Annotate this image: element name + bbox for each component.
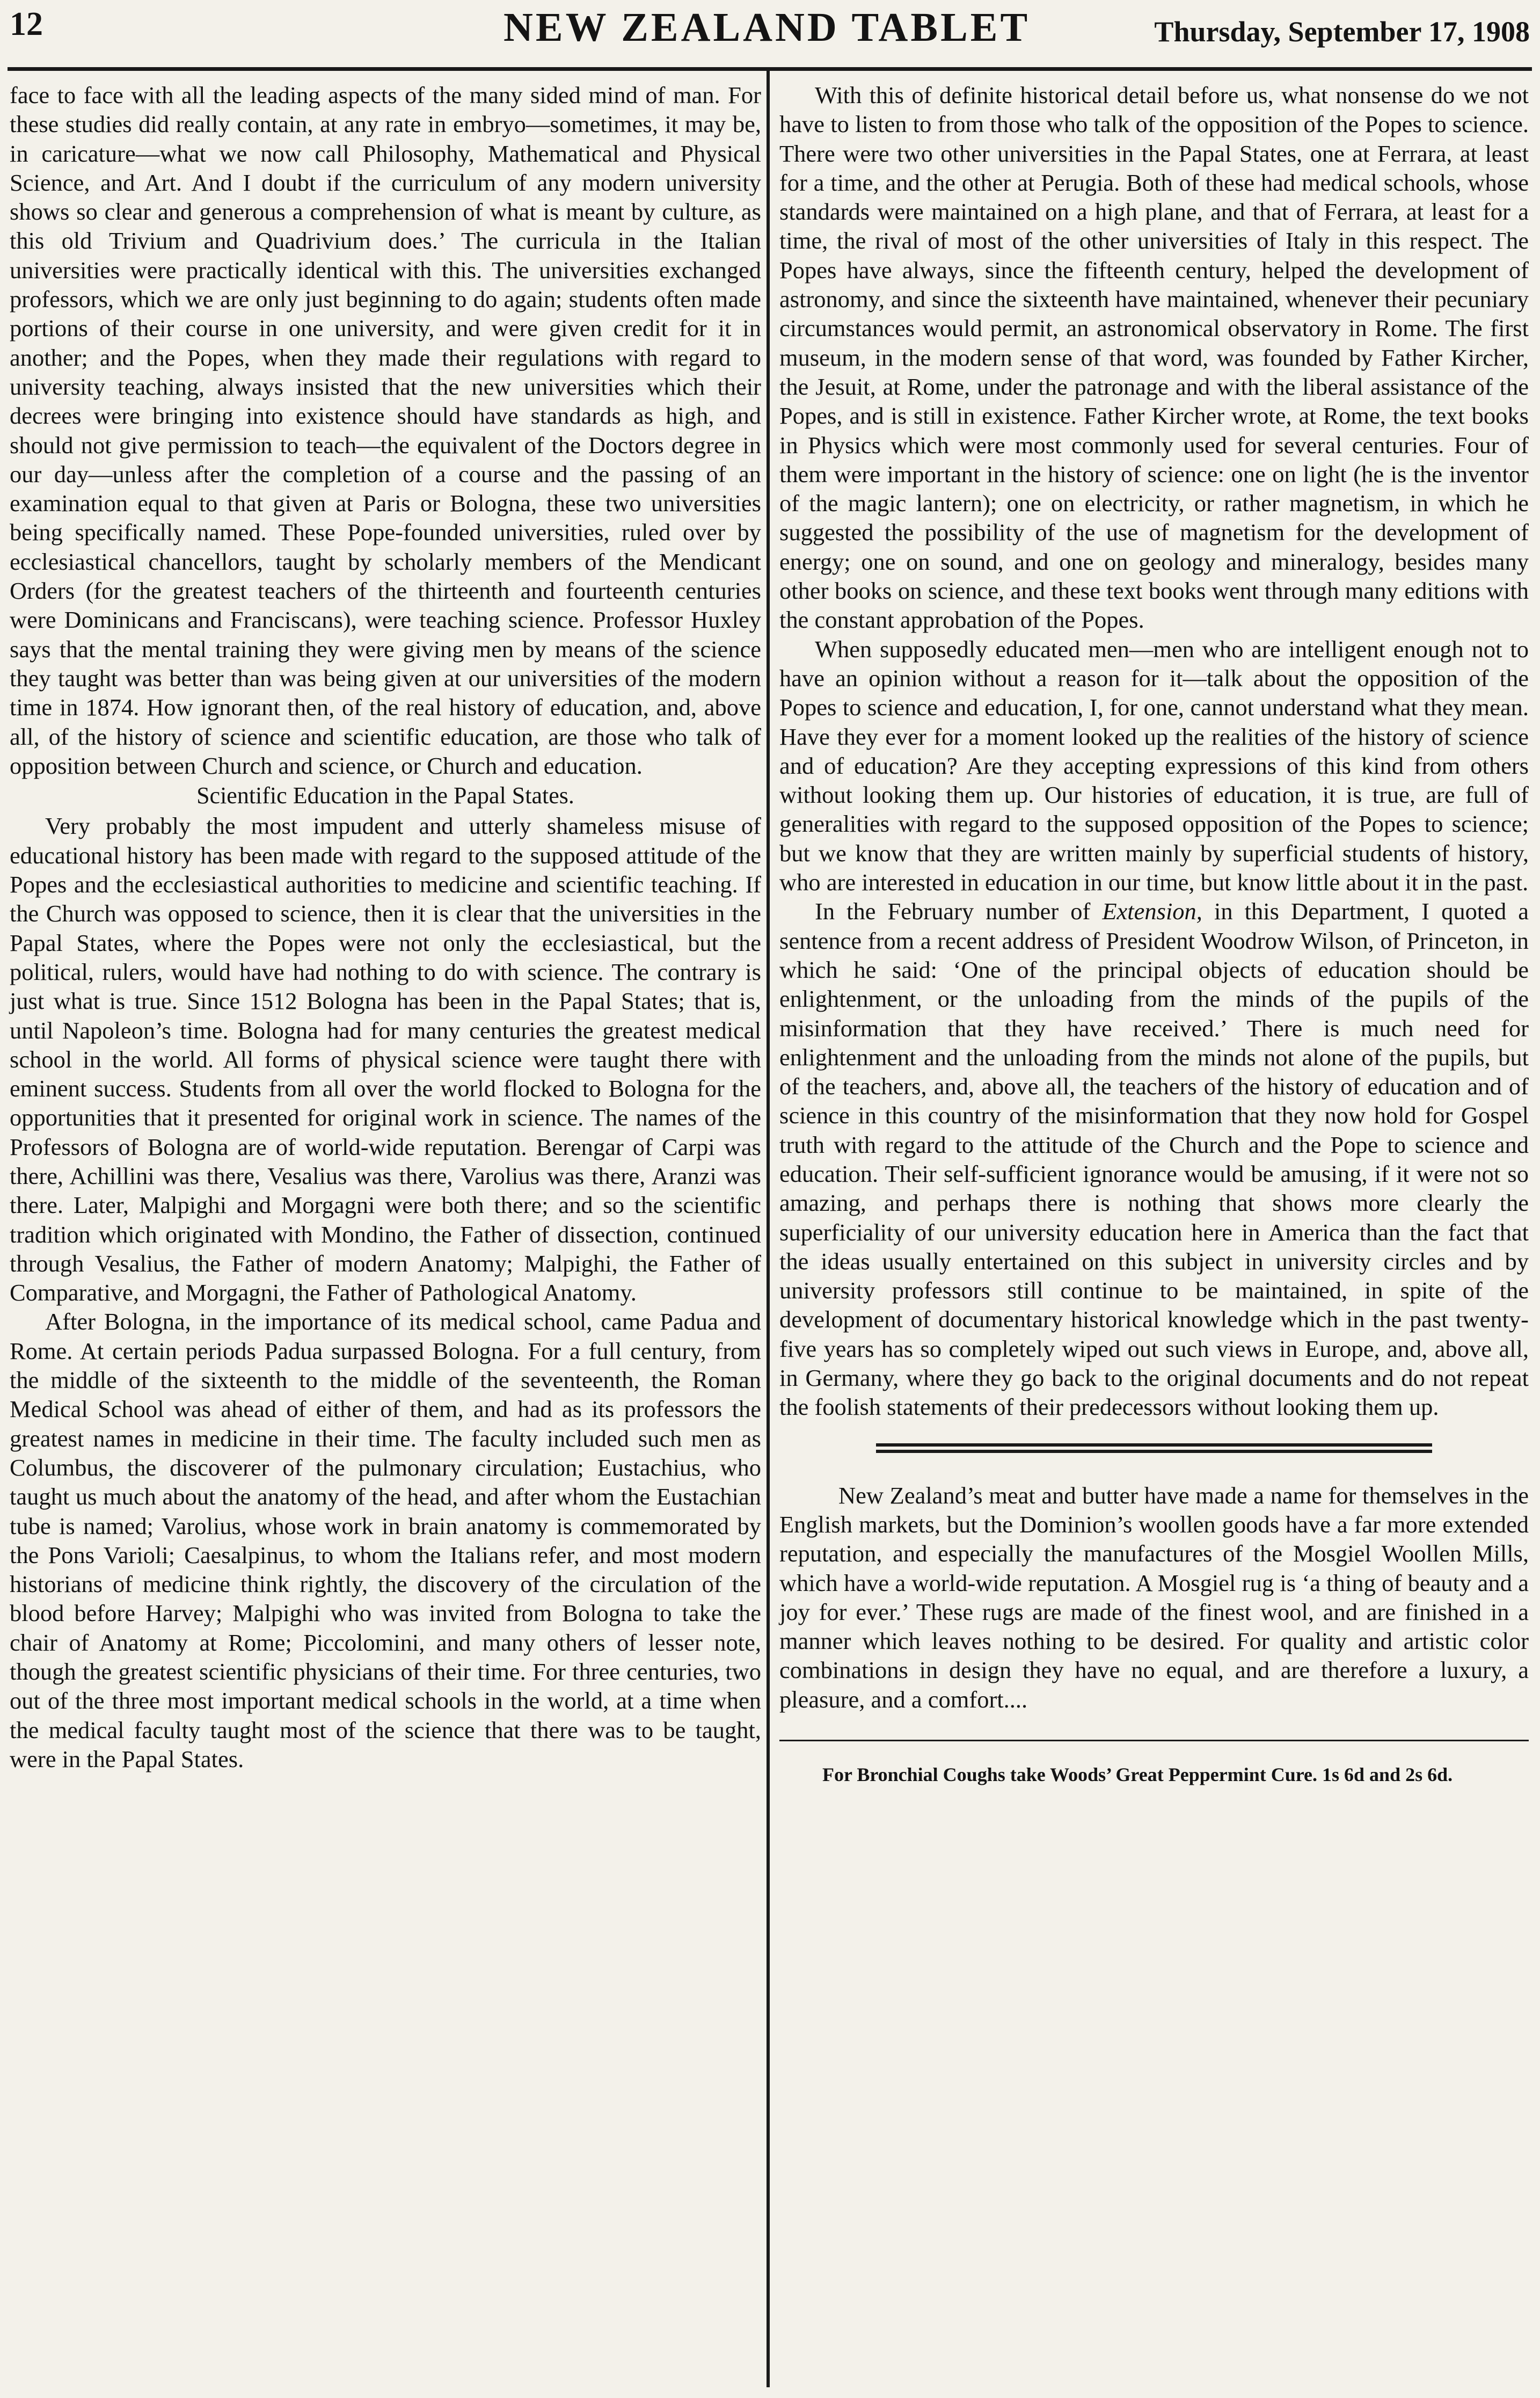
paragraph-text: in this Department, I quoted a sentence from a recent address of President Woodrow Wilson, of Princeton, in which he said: ‘One of the principal objects of education should be enlightenment, or the unloading from the minds of the pupils of the misinformation that they have received.’ There is much need for enlightenment and the unloading from the minds not alone of the pupils, but of the teachers, and, above all, the teachers of the history of education and of science in this country of the misinformation that they now hold for Gospel truth with regard to the attitude of the Church and the Pope to science and education. Their self-sufficient ignorance would be amusing, if it were not so amazing, and perhaps there is nothing that shows more clearly the superficiality of our university education here in America than the fact that the ideas usually entertained on this subject in university circles and by university professors still continue to be maintained, in spite of the development of documentary historical knowledge which in the past twenty-five years has so completely wiped out such views in Europe, and, above all, in Germany, where they go back to the original documents and do not repeat the foolish statements of their predecessors without looking them up.: [779, 898, 1529, 1421]
publication-title: Extension,: [1102, 898, 1202, 925]
masthead-title: NEW ZEALAND TABLET: [503, 5, 1031, 50]
header-rule: [8, 67, 1532, 71]
article-paragraph: With this of definite historical detail before us, what nonsense do we not have to listen to from those who talk of the opposition of the Popes to science. There were two other universities in the Papal States, one at Ferrara, at least for a time, and the other at Perugia. Both of these had medical schools, whose standards were maintained on a high plane, and that of Ferrara, at least for a time, the rival of most of the other universities of Italy in this respect. The Popes have always, since the fifteenth century, helped the development of astronomy, and since the sixteenth have maintained, whenever their pecuniary circumstances would permit, an astronomical observatory in Rome. The first museum, in the modern sense of that word, was founded by Father Kircher, the Jesuit, at Rome, under the patronage and with the liberal assistance of the Popes, and is still in existence. Father Kircher wrote, at Rome, the text books in Physics which were most commonly used for several centuries. Four of them were important in the history of science: one on light (he is the inventor of the magic lantern); one on electricity, or rather magnetism, in which he suggested the possibility of the use of magnetism for the development of energy; one on sound, and one on geology and mineralogy, besides many other books on science, and these text books went through many editions with the constant approbation of the Popes.: [779, 82, 1529, 634]
left-column: [10, 81, 761, 1774]
article-paragraph: face to face with all the leading aspects of the many sided mind of man. For these studies did really contain, at any rate in embryo—sometimes, it may be, in caricature—what we now call Philosophy, Mathematical and Physical Science, and Art. And I doubt if the curriculum of any modern university shows so clear and generous a comprehension of what is meant by culture, as this old Trivium and Quadrivium does.’ The curricula in the Italian universities were practically identical with this. The universities exchanged professors, which we are only just beginning to do again; students often made portions of their course in one university, and were given credit for it in another; and the Popes, when they made their regulations with regard to university teaching, always insisted that the new universities which their decrees were bringing into existence should have standards as high, and should not give permission to teach—the equivalent of the Doctors degree in our day—unless after the completion of a course and the passing of an examination equal to that given at Paris or Bologna, these two universities being specifically named. These Pope-founded universities, ruled over by ecclesiastical chancellors, taught by scholarly members of the Mendicant Orders (for the greatest teachers of the thirteenth and fourteenth centuries were Dominicans and Franciscans), were teaching science. Professor Huxley says that the mental training they were giving men by means of the science they taught was better than was being given at our universities of the modern time in 1874. How ignorant then, of the real history of education, and, above all, of the history of science and scientific education, are those who talk of opposition between Church and science, or Church and education.: [10, 82, 761, 779]
page-header: [10, 4, 1530, 69]
article-paragraph: Very probably the most impudent and utterly shameless misuse of educational history has been made with regard to the supposed attitude of the Popes and the ecclesiastical authorities to medicine and scientific teaching. If the Church was opposed to science, then it is clear that the universities in the Papal States, where the Popes were not only the ecclesiastical, but the political, rulers, would have had nothing to do with science. The contrary is just what is true. Since 1512 Bologna has been in the Papal States; that is, until Napoleon’s time. Bologna had for many centuries the greatest medical school in the world. All forms of physical science were taught there with eminent success. Students from all over the world flocked to Bologna for the opportunities that it presented for original work in science. The names of the Professors of Bologna are of world-wide reputation. Berengar of Carpi was there, Achillini was there, Vesalius was there, Varolius was there, Aranzi was there. Later, Malpighi and Morgagni were both there; and so the scientific tradition which originated with Mondino, the Father of dissection, continued through Vesalius, the Father of modern Anatomy; Malpighi, the Father of Comparative, and Morgagni, the Father of Pathological Anatomy.: [10, 812, 761, 1306]
article-paragraph: [779, 897, 1529, 1421]
column-divider: [767, 71, 770, 2387]
article-paragraph: After Bologna, in the importance of its medical school, came Padua and Rome. At certain periods Padua surpassed Bologna. For a full century, from the middle of the sixteenth to the middle of the seventeenth, the Roman Medical School was ahead of either of them, and had as its professors the greatest names in medicine in their time. The faculty included such men as Columbus, the discoverer of the pulmonary circulation; Eustachius, who taught us much about the anatomy of the head, and after whom the Eustachian tube is named; Varolius, whose work in brain anatomy is commemorated by the Pons Varioli; Caesalpinus, to whom the Italians refer, and most modern historians of medicine think rightly, the discovery of the circulation of the blood before Harvey; Malpighi who was invited from Bologna to take the chair of Anatomy at Rome; Piccolomini, and many others of lesser note, though the greatest scientific physicians of their time. For three centuries, two out of the three most important medical schools in the world, at a time when the medical faculty taught most of the science that there was to be taught, were in the Papal States.: [10, 1308, 761, 1772]
mosgiel-advertisement: [779, 1481, 1529, 1714]
section-subheading: Scientific Education in the Papal States.: [196, 782, 574, 809]
page-number: 12: [10, 6, 43, 42]
issue-date: Thursday, September 17, 1908: [1154, 16, 1530, 48]
peppermint-cure-notice: For Bronchial Coughs take Woods’ Great Peppermint Cure. 1s 6d and 2s 6d.: [779, 1740, 1529, 1787]
article-paragraph: When supposedly educated men—men who are intelligent enough not to have an opinion without a reason for it—talk about the opposition of the Popes to science and education, I, for one, cannot understand what they mean. Have they ever for a moment looked up the realities of the history of science and of education? Are they accepting expressions of this kind from others without looking them up. Our histories of education, it is true, are full of generalities with regard to the supposed opposition of the Popes to science; but we know that they are written mainly by superficial students of history, who are interested in education in our time, but know little about it in the past.: [779, 635, 1529, 896]
advert-paragraph: New Zealand’s meat and butter have made a name for themselves in the English markets, but the Dominion’s woollen goods have a far more extended reputation, and especially the manufactures of the Mosgiel Woollen Mills, which have a world-wide reputation. A Mosgiel rug is ‘a thing of beauty and a joy for ever.’ These rugs are made of the finest wool, and are finished in a manner which leaves nothing to be desired. For quality and artistic color combinations in design they have no equal, and are therefore a luxury, a pleasure, and a comfort....: [779, 1481, 1529, 1713]
paragraph-text: In the February number of: [815, 898, 1103, 925]
right-column: [779, 81, 1529, 1787]
article-end-rule: [876, 1443, 1432, 1453]
